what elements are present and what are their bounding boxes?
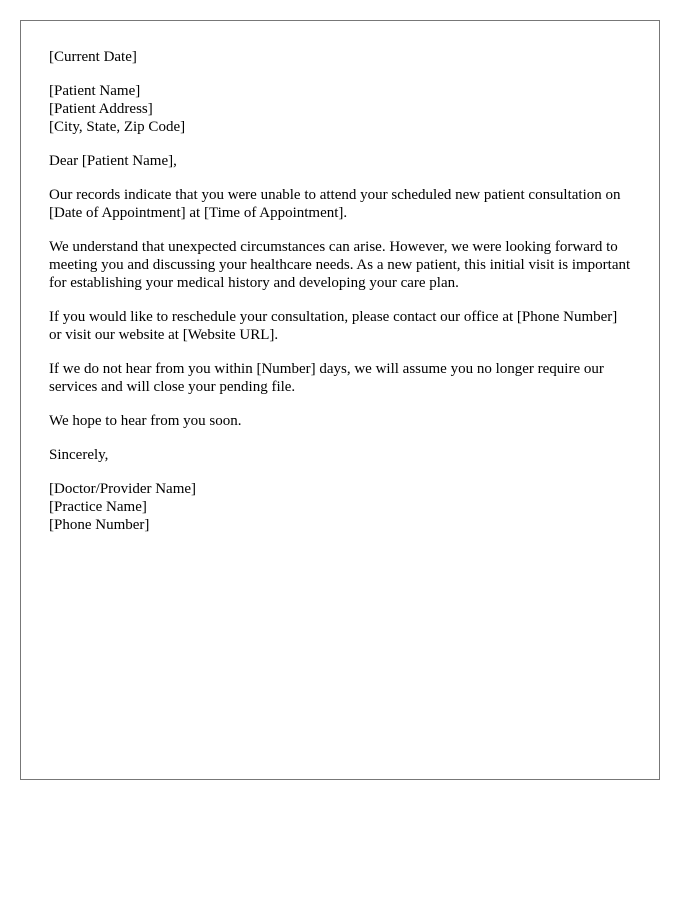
- recipient-city-state-zip: [City, State, Zip Code]: [49, 119, 186, 135]
- paragraph-importance: We understand that unexpected circumstances can arise. However, we were looking forward to meeting you and discussing your healthcare needs. As a new patient, this initial visit is important for establishing your medical history and developing your care plan.: [49, 239, 631, 291]
- paragraph-hope: We hope to hear from you soon.: [49, 413, 242, 429]
- paragraph-missed-appointment: Our records indicate that you were unable to attend your scheduled new patient consultation on [Date of Appointment] at [Time of Appointment].: [49, 187, 621, 221]
- closing: Sincerely,: [49, 447, 109, 463]
- salutation: Dear [Patient Name],: [49, 153, 177, 169]
- letter-page: [20, 20, 660, 780]
- recipient-address: [Patient Address]: [49, 101, 153, 117]
- signature-block: [49, 480, 631, 534]
- signature-practice: [Practice Name]: [49, 499, 147, 515]
- letter-date: [Current Date]: [49, 49, 137, 65]
- signature-name: [Doctor/Provider Name]: [49, 481, 197, 497]
- paragraph-file-closure: If we do not hear from you within [Number] days, we will assume you no longer require our services and will close your pending file.: [49, 361, 604, 395]
- paragraph-reschedule: If you would like to reschedule your consultation, please contact our office at [Phone Number] or visit our website at [Website URL].: [49, 309, 618, 343]
- recipient-address-block: [49, 82, 631, 136]
- signature-phone: [Phone Number]: [49, 517, 150, 533]
- recipient-name: [Patient Name]: [49, 83, 141, 99]
